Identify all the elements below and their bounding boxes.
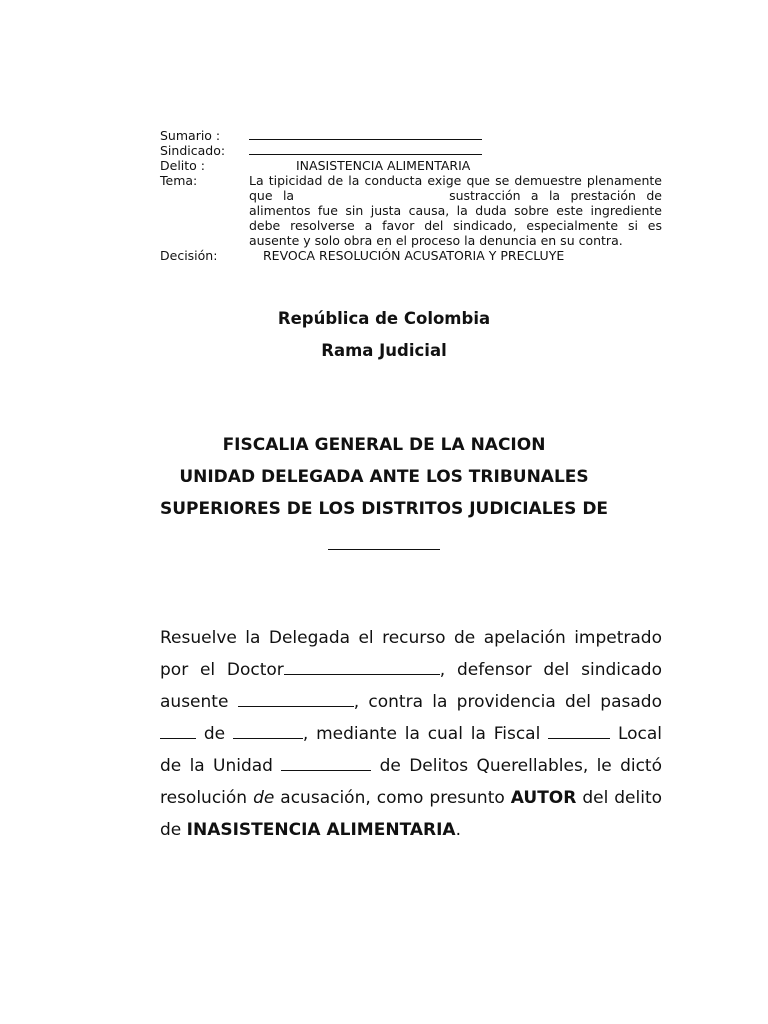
doctor-blank bbox=[284, 658, 440, 675]
sumario-row bbox=[160, 128, 662, 143]
delito-row bbox=[160, 158, 662, 173]
tema-row bbox=[160, 173, 662, 248]
sindicado-label: Sindicado: bbox=[160, 143, 226, 158]
institution-heading: FISCALIA GENERAL DE LA NACION bbox=[222, 435, 546, 455]
resolution-paragraph: Resuelve la Delegada el recurso de apelación impetrado por el Doctor , defensor del sindicado ausente , contra la providencia del pasado de , mediante la cual la Fiscal Local de la Unidad de Delitos Querellables, le dictó resolución de acusación, como presunto AUTOR del delito de INASISTENCIA ALIMENTARIA. bbox=[160, 628, 663, 840]
decision-value: REVOCA RESOLUCIÓN ACUSATORIA Y PRECLUYE bbox=[263, 248, 565, 263]
unit-heading: UNIDAD DELEGADA ANTE LOS TRIBUNALES bbox=[179, 467, 589, 487]
sumario-label: Sumario : bbox=[160, 128, 221, 143]
decision-row bbox=[160, 248, 662, 263]
tema-label: Tema: bbox=[160, 173, 198, 188]
country-heading: República de Colombia bbox=[277, 309, 491, 328]
tema-text: La tipicidad de la conducta exige que se demuestre plenamente que la sustracción a la prestación de alimentos fue sin justa causa, la duda sobre este ingrediente debe resolverse a favor del sindicado, especialmente si es ausente y solo obra en el proceso la denuncia en su contra. bbox=[249, 173, 662, 248]
sindicado-name-blank bbox=[238, 690, 354, 707]
sumario-blank bbox=[249, 129, 482, 140]
district-blank-line bbox=[0, 535, 768, 554]
sindicado-blank bbox=[249, 144, 482, 155]
branch-heading: Rama Judicial bbox=[321, 341, 447, 360]
fiscal-number-blank bbox=[548, 722, 610, 739]
districts-heading: SUPERIORES DE LOS DISTRITOS JUDICIALES DE bbox=[159, 499, 609, 519]
delito-value: INASISTENCIA ALIMENTARIA bbox=[296, 158, 471, 173]
unit-name-blank bbox=[281, 754, 371, 771]
case-summary bbox=[160, 128, 662, 263]
delito-label: Delito : bbox=[160, 158, 205, 173]
sindicado-row bbox=[160, 143, 662, 158]
decision-label: Decisión: bbox=[160, 248, 218, 263]
date-month-blank bbox=[233, 722, 303, 739]
date-day-blank bbox=[160, 722, 196, 739]
